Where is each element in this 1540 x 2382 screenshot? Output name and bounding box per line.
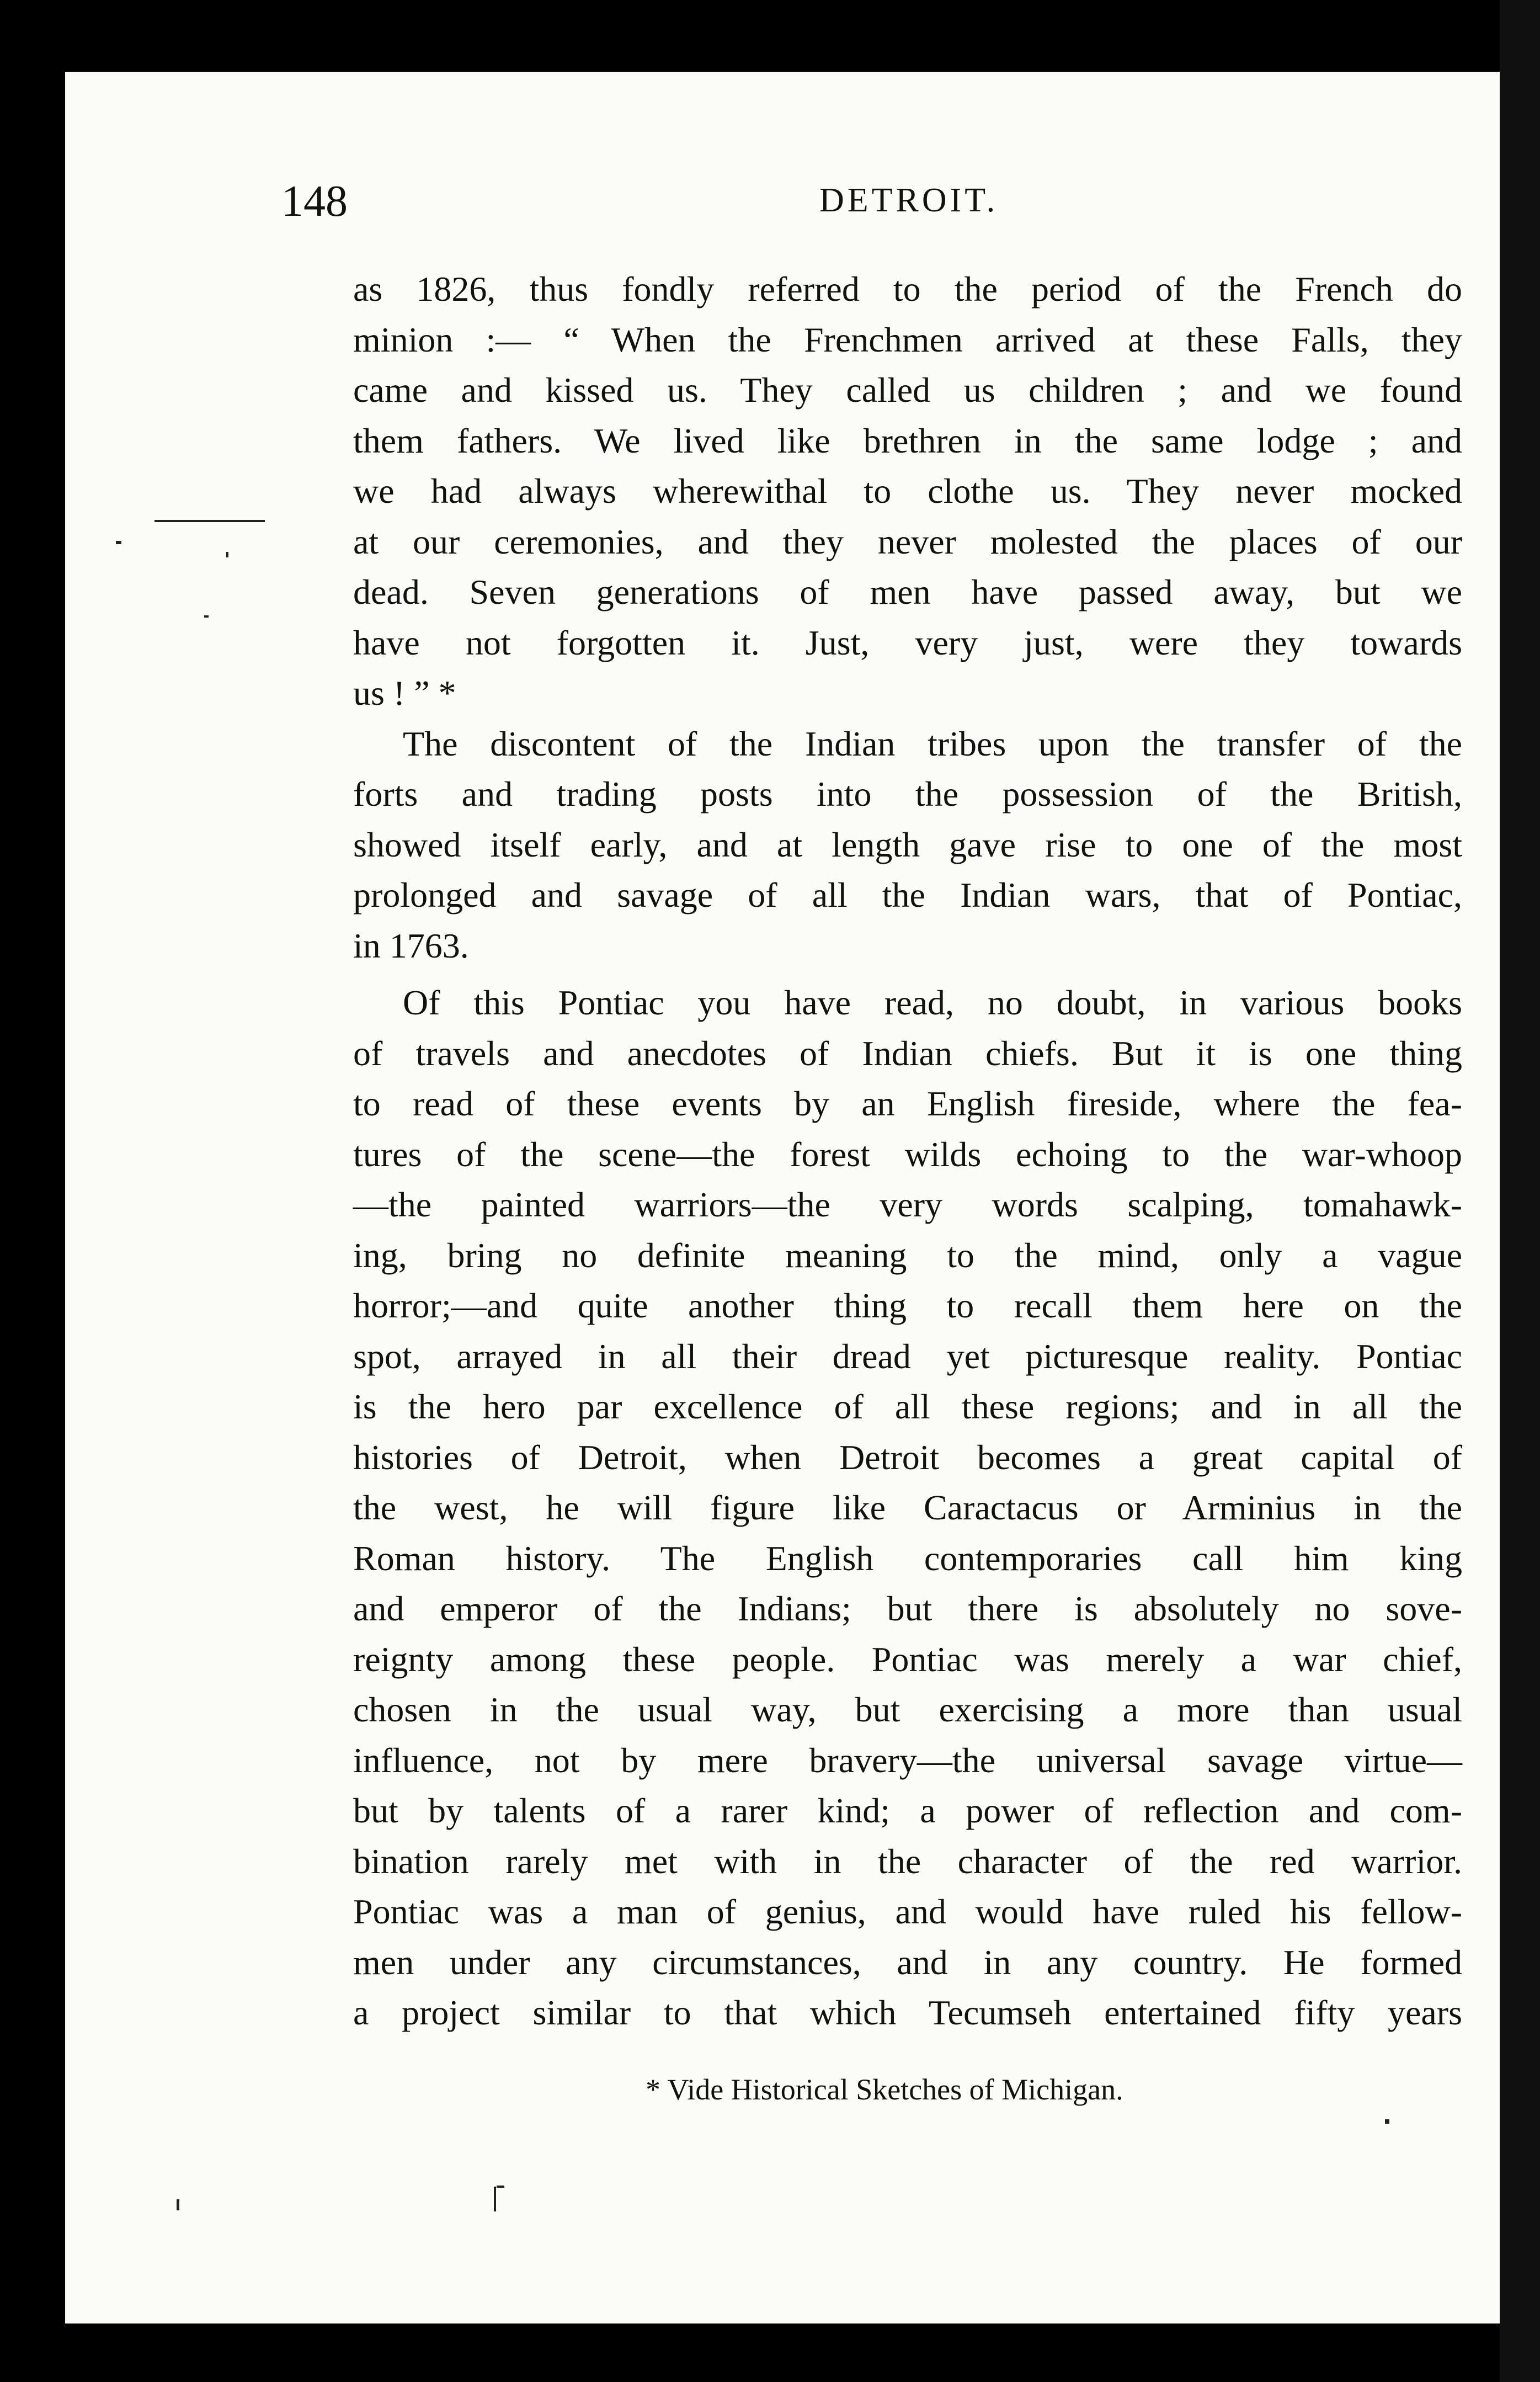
text-line: the west, he will figure like Caractacus or Arminius in the bbox=[353, 1488, 1462, 1527]
text-line: chosen in the usual way, but exercising a more than usual bbox=[353, 1690, 1462, 1729]
text-line: we had always wherewithal to clothe us. They never mocked bbox=[353, 471, 1462, 511]
text-line: them fathers. We lived like brethren in the same lodge ; and bbox=[353, 421, 1462, 460]
text-line: minion :— “ When the Frenchmen arrived at these Falls, they bbox=[353, 320, 1462, 359]
text-line: reignty among these people. Pontiac was merely a war chief, bbox=[353, 1639, 1462, 1679]
text-line: dead. Seven generations of men have passed away, but we bbox=[353, 572, 1462, 612]
text-line: histories of Detroit, when Detroit becomes a great capital of bbox=[353, 1437, 1462, 1477]
footnote: * Vide Historical Sketches of Michigan. bbox=[646, 2073, 1123, 2106]
text-line: of travels and anecdotes of Indian chiefs. But it is one thing bbox=[353, 1033, 1462, 1073]
text-line: is the hero par excellence of all these regions; and in all the bbox=[353, 1387, 1462, 1426]
text-line: Roman history. The English contemporaries call him king bbox=[353, 1538, 1462, 1578]
text-line: as 1826, thus fondly referred to the period of the French do bbox=[353, 269, 1462, 309]
text-line: tures of the scene—the forest wilds echoing to the war-whoop bbox=[353, 1134, 1462, 1174]
text-line: showed itself early, and at length gave rise to one of the most bbox=[353, 825, 1462, 864]
scan-edge-right bbox=[1500, 0, 1540, 2382]
page-number: 148 bbox=[281, 177, 348, 226]
text-line: but by talents of a rarer kind; a power of reflection and com- bbox=[353, 1791, 1462, 1830]
text-line: spot, arrayed in all their dread yet picturesque reality. Pontiac bbox=[353, 1336, 1462, 1376]
text-line: came and kissed us. They called us children ; and we found bbox=[353, 370, 1462, 410]
text-line: horror;—and quite another thing to recall them here on the bbox=[353, 1286, 1462, 1325]
text-line: —the painted warriors—the very words scalping, tomahawk- bbox=[353, 1185, 1462, 1224]
text-line: men under any circumstances, and in any country. He formed bbox=[353, 1942, 1462, 1982]
text-line: us ! ” * bbox=[353, 673, 456, 713]
text-line: a project similar to that which Tecumseh entertained fifty years bbox=[353, 1993, 1462, 2032]
text-line: The discontent of the Indian tribes upon the transfer of the bbox=[403, 724, 1462, 763]
text-line: Of this Pontiac you have read, no doubt, in various books bbox=[403, 983, 1462, 1022]
text-line: at our ceremonies, and they never molested the places of our bbox=[353, 522, 1462, 561]
text-line: to read of these events by an English fireside, where the fea- bbox=[353, 1084, 1462, 1123]
text-line: Pontiac was a man of genius, and would have ruled his fellow- bbox=[353, 1892, 1462, 1931]
text-line: have not forgotten it. Just, very just, were they towards bbox=[353, 623, 1462, 662]
text-line: prolonged and savage of all the Indian wars, that of Pontiac, bbox=[353, 875, 1462, 914]
page-header bbox=[281, 177, 1484, 237]
text-line: influence, not by mere bravery—the universal savage virtue— bbox=[353, 1740, 1462, 1780]
text-line: ing, bring no definite meaning to the mind, only a vague bbox=[353, 1235, 1462, 1275]
body-text bbox=[353, 264, 1462, 2038]
text-line: in 1763. bbox=[353, 926, 469, 965]
text-line: forts and trading posts into the possession of the British, bbox=[353, 774, 1462, 814]
text-line: bination rarely met with in the character of the red warrior. bbox=[353, 1841, 1462, 1881]
text-line: and emperor of the Indians; but there is absolutely no sove- bbox=[353, 1589, 1462, 1628]
running-head: DETROIT. bbox=[819, 182, 999, 219]
